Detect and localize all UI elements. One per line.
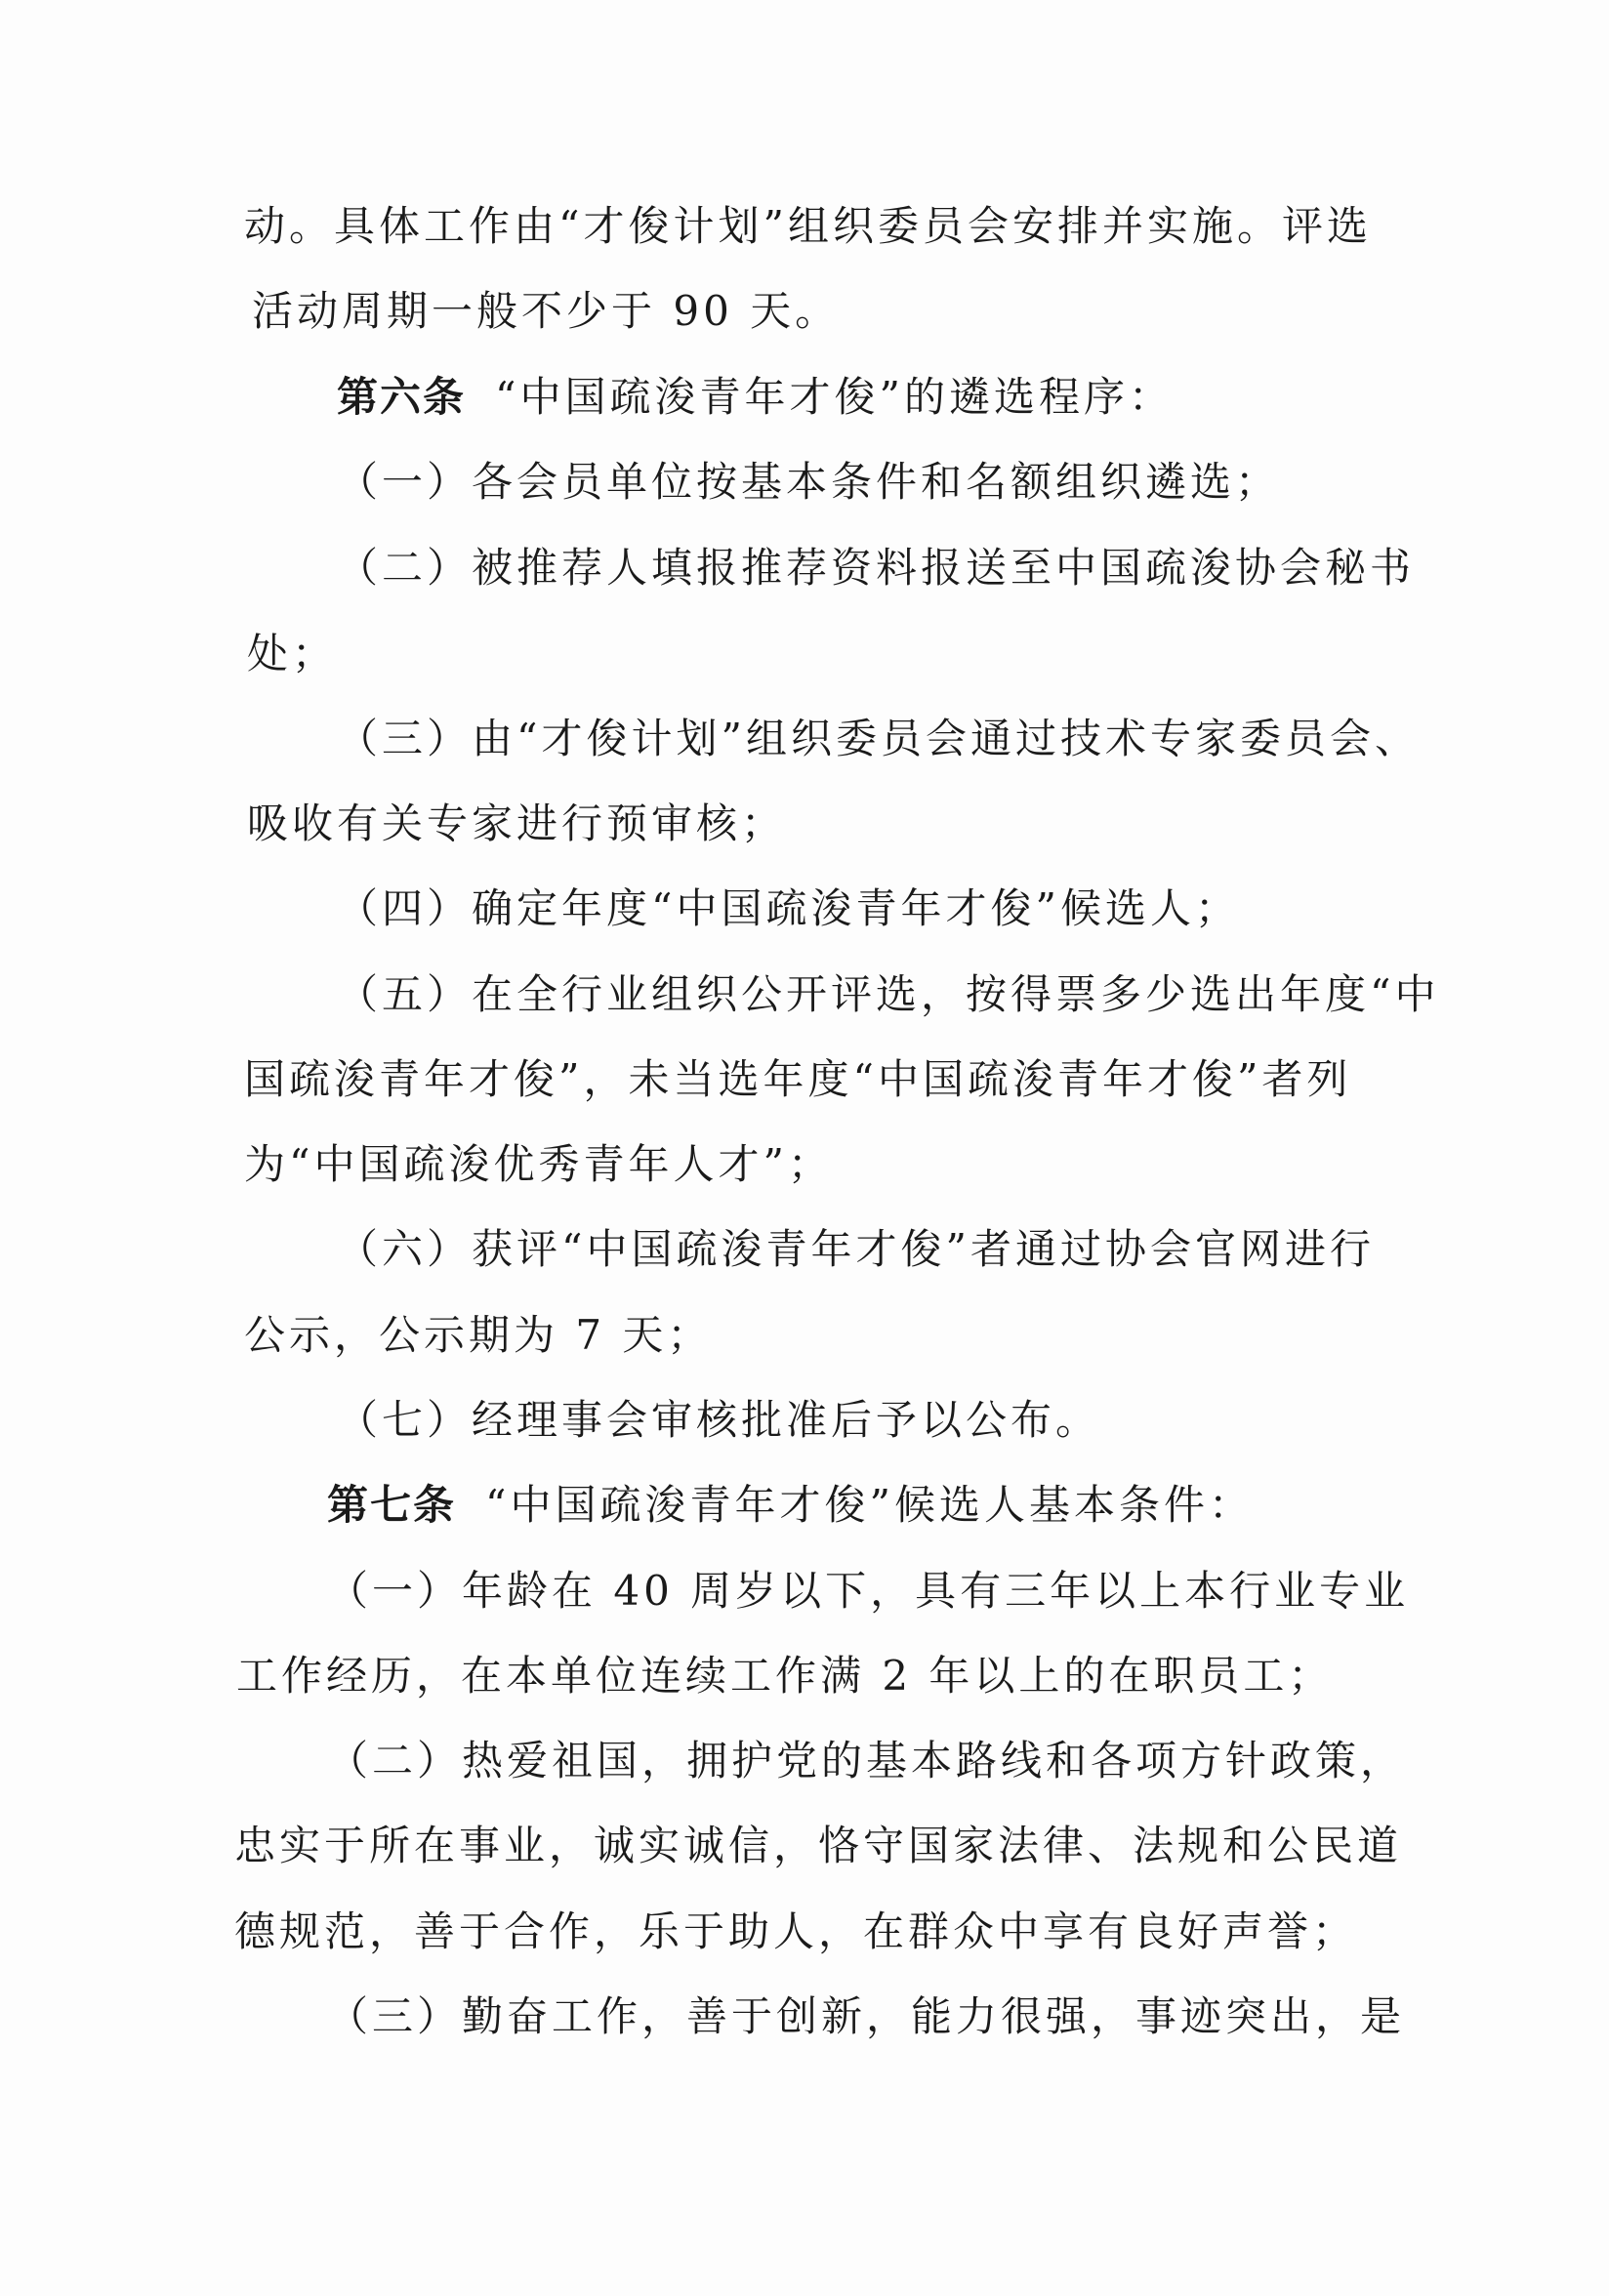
- text-line: 为“中国疏浚优秀青年人才”；: [244, 1140, 833, 1188]
- text-line: （五）在全行业组织公开评选，按得票多少选出年度“中: [337, 970, 1440, 1018]
- text-line: （六）获评“中国疏浚青年才俊”者通过协会官网进行: [337, 1225, 1375, 1273]
- text-line: 处；: [247, 630, 338, 677]
- text-line: （四）确定年度“中国疏浚青年才俊”候选人；: [337, 884, 1240, 932]
- text-line: 德规范，善于合作，乐于助人，在群众中享有良好声誉；: [234, 1907, 1358, 1955]
- text-line: 吸收有关专家进行预审核；: [247, 800, 787, 847]
- text-line: （七）经理事会审核批准后予以公布。: [337, 1396, 1101, 1444]
- text-line: （二）被推荐人填报推荐资料报送至中国疏浚协会秘书: [337, 544, 1416, 592]
- article-heading: [327, 1476, 1254, 1535]
- article-text: “中国疏浚青年才俊”的遴选程序：: [495, 373, 1174, 421]
- article-label: 第七条: [327, 1481, 457, 1529]
- article-heading: [337, 368, 1174, 427]
- text-line: 动。具体工作由“才俊计划”组织委员会安排并实施。评选: [244, 202, 1372, 250]
- text-line: （三）由“才俊计划”组织委员会通过技术专家委员会、: [337, 715, 1420, 762]
- text-line: 工作经历，在本单位连续工作满 2 年以上的在职员工；: [236, 1652, 1334, 1700]
- text-line: （三）勤奋工作，善于创新，能力很强，事迹突出，是: [327, 1992, 1406, 2040]
- text-line: 忠实于所在事业，诚实诚信，恪守国家法律、法规和公民道: [234, 1822, 1403, 1869]
- text-line: （二）热爱祖国，拥护党的基本路线和各项方针政策，: [327, 1737, 1406, 1784]
- article-label: 第六条: [337, 373, 467, 421]
- text-line: （一）年龄在 40 周岁以下，具有三年以上本行业专业: [327, 1567, 1410, 1615]
- text-line: （一）各会员单位按基本条件和名额组织遴选；: [337, 458, 1281, 506]
- text-line: 公示，公示期为 7 天；: [244, 1311, 713, 1359]
- article-text: “中国疏浚青年才俊”候选人基本条件：: [485, 1481, 1254, 1529]
- text-line: 活动周期一般不少于 90 天。: [252, 287, 841, 335]
- text-line: 国疏浚青年才俊”，未当选年度“中国疏浚青年才俊”者列: [244, 1055, 1352, 1103]
